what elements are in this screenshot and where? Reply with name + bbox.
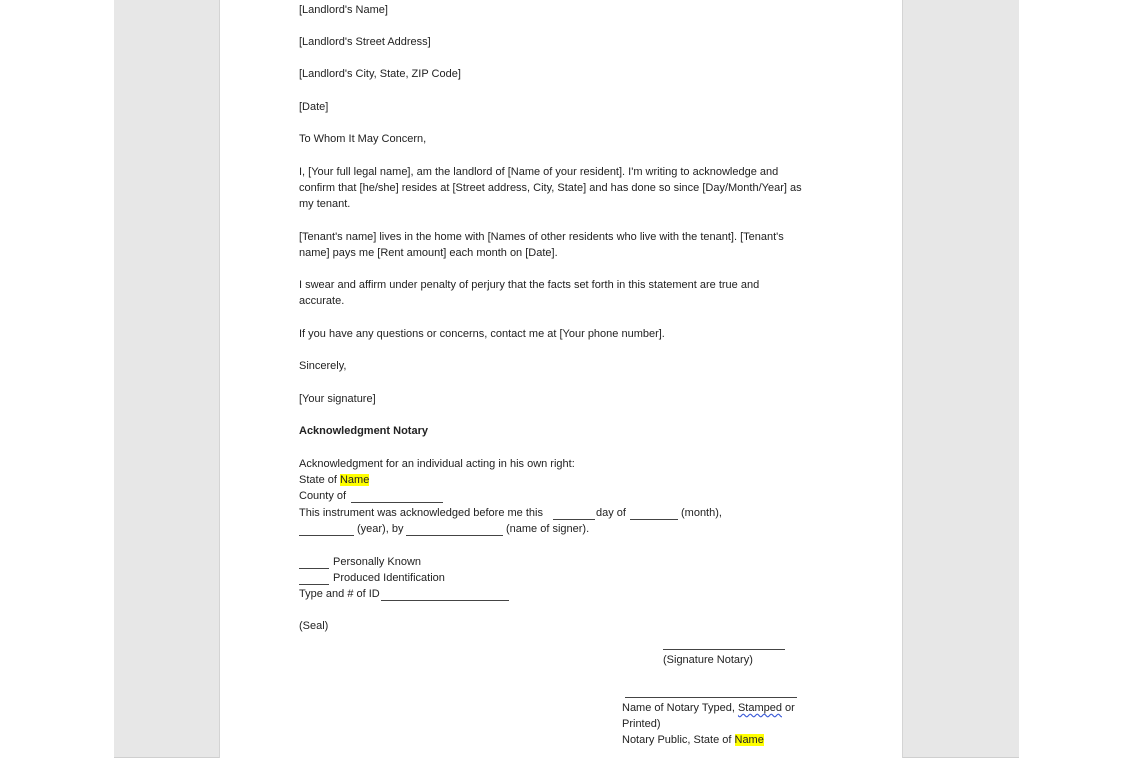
landlord-city: [Landlord's City, State, ZIP Code]: [299, 68, 461, 80]
day-of-label: day of: [596, 507, 626, 519]
year-by-label: (year), by: [357, 523, 404, 535]
instrument-text: This instrument was acknowledged before me this: [299, 507, 543, 519]
para1-line2: confirm that [he/she] resides at [Street address, City, State] and has done so since [Day/Month/Year] as: [299, 182, 802, 194]
landlord-name: [Landlord's Name]: [299, 4, 388, 16]
produced-id-blank: [299, 584, 329, 585]
letter-date: [Date]: [299, 101, 329, 113]
stamped-word-spellcheck: Stamped: [737, 702, 782, 714]
notary-intro: Acknowledgment for an individual acting in his own right:: [299, 458, 575, 470]
signer-blank: [406, 535, 503, 536]
signature-placeholder: [Your signature]: [299, 393, 376, 405]
notary-public-line: [622, 732, 764, 748]
name-of-signer-label: (name of signer).: [506, 523, 590, 535]
personally-known-blank: [299, 568, 329, 569]
para4: If you have any questions or concerns, contact me at [Your phone number].: [299, 328, 665, 340]
notary-public-label: Notary Public, State of: [622, 734, 735, 746]
type-of-id-label: Type and # of ID: [299, 588, 380, 600]
state-line: [299, 472, 369, 488]
state-value-highlight: Name: [339, 474, 370, 486]
para1-line1: I, [Your full legal name], am the landlord of [Name of your resident]. I'm writing to acknowledge and: [299, 166, 779, 178]
personally-known-label: Personally Known: [333, 556, 422, 568]
month-label: (month),: [681, 507, 722, 519]
notary-heading: Acknowledgment Notary: [299, 425, 428, 437]
county-blank: [351, 502, 443, 503]
salutation: To Whom It May Concern,: [299, 133, 427, 145]
county-label: County of: [299, 490, 347, 502]
notary-name-typed: [622, 700, 795, 716]
type-of-id-blank: [381, 600, 509, 601]
para2-line1: [Tenant's name] lives in the home with [Names of other residents who live with the tenant]. [Tenant's: [299, 231, 784, 243]
state-label: State of: [299, 474, 340, 486]
para3-line1: I swear and affirm under penalty of perjury that the facts set forth in this statement are true and: [299, 279, 760, 291]
landlord-street: [Landlord's Street Address]: [299, 36, 431, 48]
printed-label: Printed): [622, 718, 661, 730]
day-blank: [553, 519, 595, 520]
seal-label: (Seal): [299, 620, 329, 632]
para3-line2: accurate.: [299, 295, 345, 307]
produced-id-label: Produced Identification: [333, 572, 445, 584]
signature-notary-label: (Signature Notary): [663, 654, 753, 666]
para1-line3: my tenant.: [299, 198, 351, 210]
name-typed-prefix: Name of Notary Typed,: [622, 702, 738, 714]
para2-line2: name] pays me [Rent amount] each month on [Date].: [299, 247, 558, 259]
notary-public-value-highlight: Name: [734, 734, 764, 746]
month-blank: [630, 519, 678, 520]
notary-name-line: [625, 697, 797, 698]
name-typed-or: or: [782, 702, 795, 714]
notary-signature-line: [663, 649, 785, 650]
year-blank: [299, 535, 354, 536]
closing: Sincerely,: [299, 360, 347, 372]
